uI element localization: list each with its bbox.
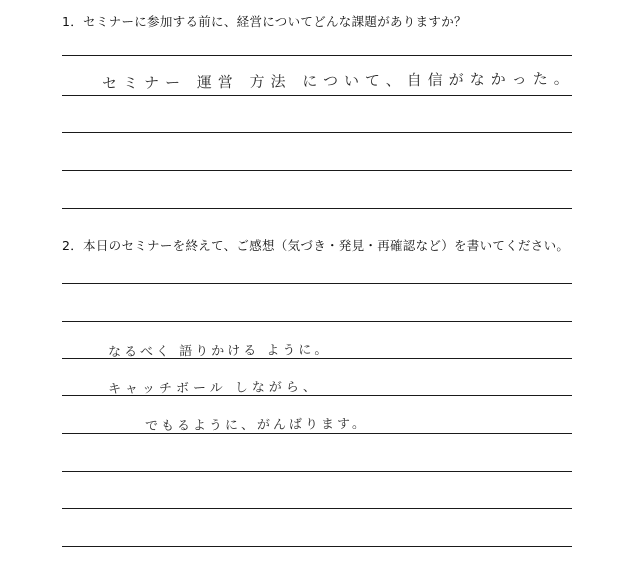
answer-line — [62, 433, 572, 434]
question-2-answer-line-1: なるべく 語りかける ように。 — [107, 342, 331, 361]
answer-line — [62, 55, 572, 56]
answer-line — [62, 170, 572, 171]
answer-line — [62, 508, 572, 509]
question-1-text: 1．セミナーに参加する前に、経営についてどんな課題がありますか？ — [62, 14, 467, 29]
question-1-answer-line-1: セミナー 運営 方法 について、自信がなかった。 — [101, 69, 575, 93]
answer-line — [62, 208, 572, 209]
question-2-text: 2．本日のセミナーを終えて、ご感想（気づき・発見・再確認など）を書いてください。 — [62, 238, 570, 253]
answer-line — [62, 132, 572, 133]
answer-line — [62, 283, 572, 284]
answer-line — [62, 546, 572, 547]
answer-line — [62, 321, 572, 322]
question-2-answer-line-3: でもるように、がんばります。 — [144, 416, 369, 435]
answer-line — [62, 95, 572, 96]
answer-line — [62, 471, 572, 472]
question-2-answer-line-2: キャッチボール しながら、 — [107, 379, 320, 398]
